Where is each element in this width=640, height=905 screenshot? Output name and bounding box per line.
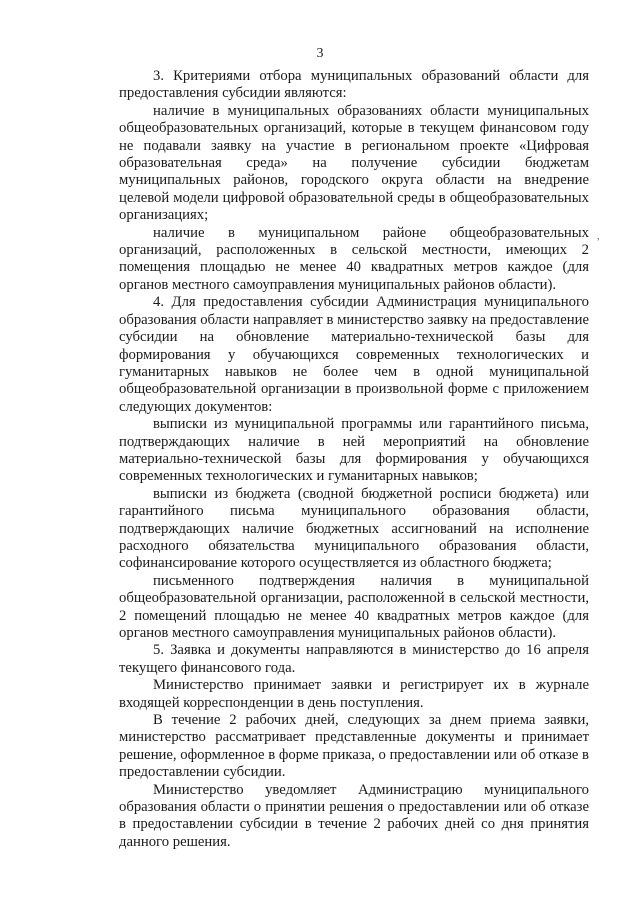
page-number: 3: [316, 46, 324, 61]
paragraph-review: В течение 2 рабочих дней, следующих за днем приема заявки, министерство рассматривает представленные документы и принимает решение, оформленное в форме приказа, о предоставлении или об отказе в предоставлении субсидии.: [119, 712, 589, 781]
paragraph-criterion-1: наличие в муниципальных образованиях области муниципальных общеобразовательных организаций, которые в текущем финансовом году не подавали заявку на участие в региональном проекте «Цифровая образовательная среда» на получение субсидии бюджетам муниципальных районов, городского округа области на внедрение целевой модели цифровой образовательной среды в общеобразовательных организациях;: [119, 102, 589, 224]
paragraph-deadline: 5. Заявка и документы направляются в министерство до 16 апреля текущего финансового года.: [119, 642, 589, 676]
paragraph-document-2: выписки из бюджета (сводной бюджетной росписи бюджета) или гарантийного письма муниципального образования области, подтверждающих наличие бюджетных ассигнований на исполнение расходного обязательства муниципального образования области, софинансирование которого осуществляется из областного бюджета;: [119, 485, 589, 572]
document-body: [119, 68, 589, 851]
paragraph-criterion-2: наличие в муниципальном районе общеобразовательных организаций, расположенных в сельской местности, имеющих 2 помещения площадью не менее 40 квадратных метров каждое (для органов местного самоуправления муниципальных районов области).: [119, 224, 589, 293]
paragraph-document-3: письменного подтверждения наличия в муниципальной общеобразовательной организации, расположенной в сельской местности, 2 помещений площадью не менее 40 квадратных метров каждое (для органов местного самоуправления муниципальных районов области).: [119, 572, 589, 641]
paragraph-registration: Министерство принимает заявки и регистрирует их в журнале входящей корреспонденции в день поступления.: [119, 677, 589, 711]
paragraph-notification: Министерство уведомляет Администрацию муниципального образования области о принятии решения о предоставлении или об отказе в предоставлении субсидии в течение 2 рабочих дней со дня принятия данного решения.: [119, 781, 589, 850]
paragraph-document-1: выписки из муниципальной программы или гарантийного письма, подтверждающих наличие в ней мероприятий на обновление материально-технической базы для формирования у обучающихся современных технологических и гуманитарных навыков;: [119, 416, 589, 485]
paragraph-application: 4. Для предоставления субсидии Администрация муниципального образования области направляет в министерство заявку на предоставление субсидии на обновление материально-технической базы для формирования у обучающихся современных технологических и гуманитарных навыков не более чем в одной муниципальной общеобразовательной организации в произвольной форме с приложением следующих документов:: [119, 294, 589, 415]
margin-mark: ,: [597, 231, 600, 242]
paragraph-criteria: 3. Критериями отбора муниципальных образований области для предоставления субсидии являются:: [119, 68, 589, 102]
